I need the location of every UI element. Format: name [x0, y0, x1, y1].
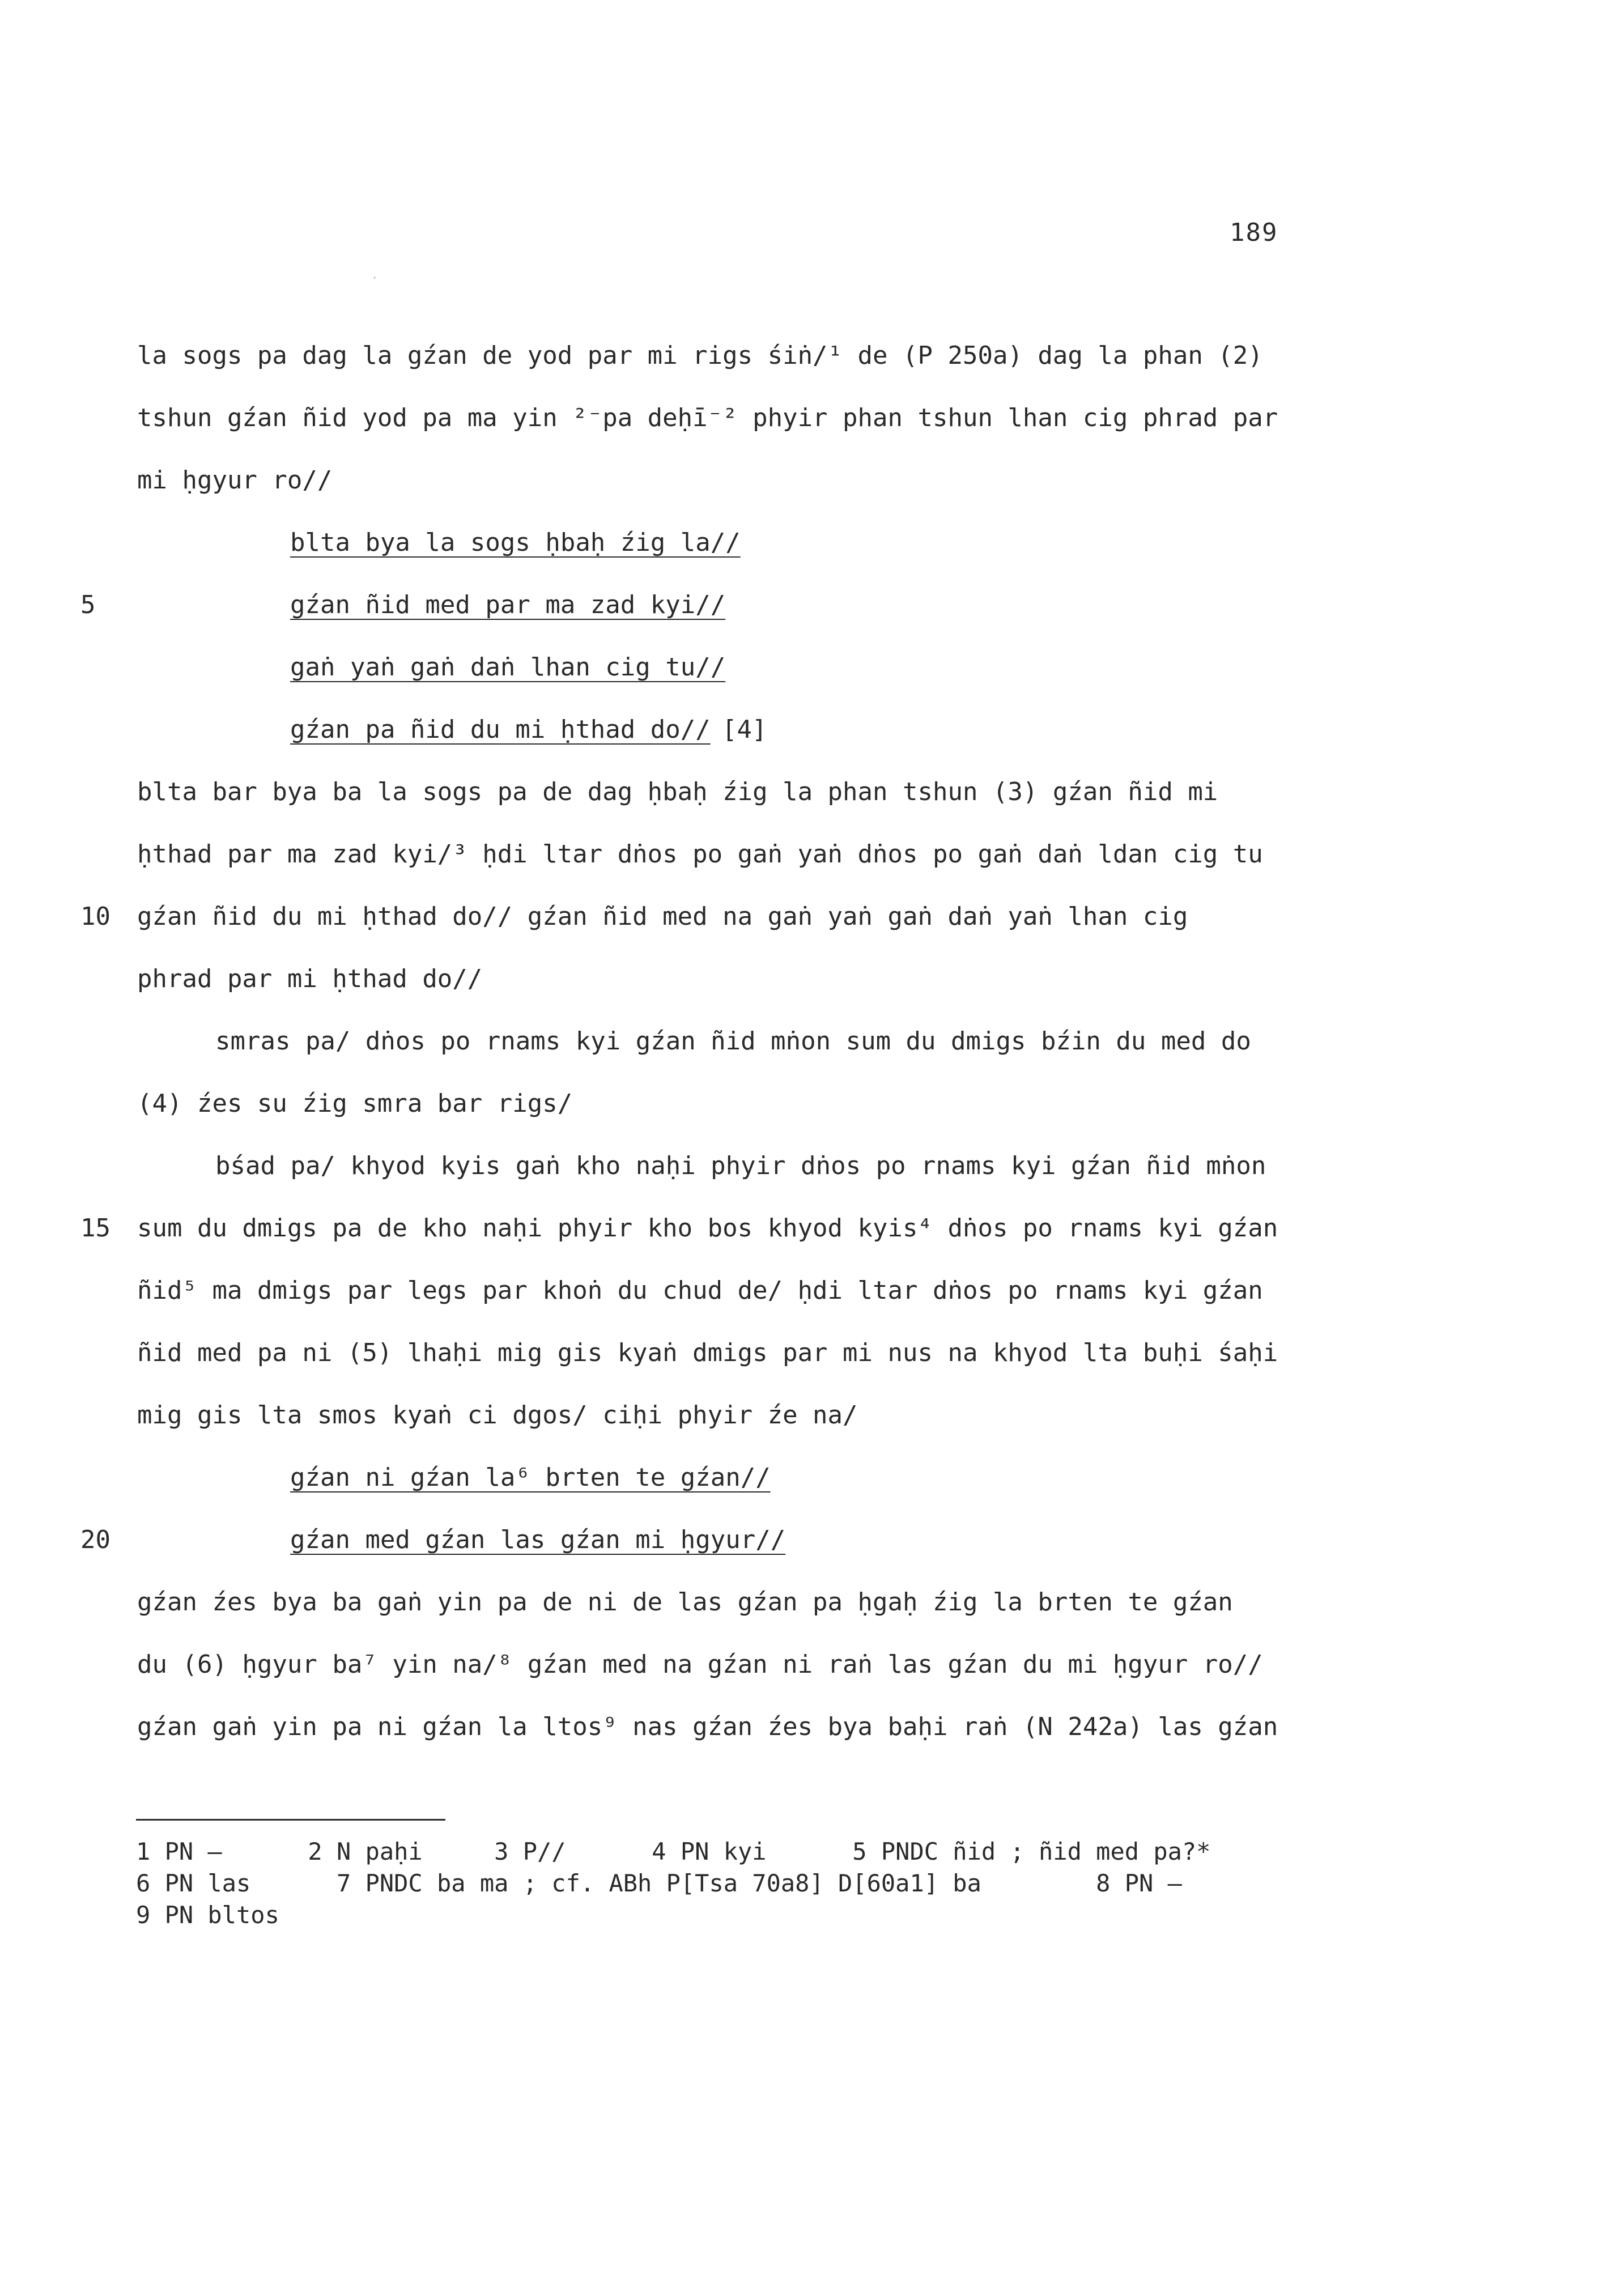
page-number: 189 — [1230, 218, 1278, 247]
prose-line: gźan źes bya ba gaṅ yin pa de ni de las gźan pa ḥgaḥ źig la brten te gźan — [137, 1588, 1233, 1617]
line-number: 5 — [80, 590, 96, 619]
line-number: 10 — [80, 902, 110, 931]
footnote-rule — [136, 1819, 445, 1821]
prose-line: gźan ñid du mi ḥthad do// gźan ñid med na gaṅ yaṅ gaṅ daṅ yaṅ lhan cig — [137, 902, 1188, 931]
verse-number: [4] — [722, 715, 767, 744]
footnote-line: 1 PN — 2 N paḥi 3 P// 4 PN kyi 5 PNDC ñid ; ñid med pa?* — [136, 1838, 1211, 1865]
prose-line: gźan gaṅ yin pa ni gźan la ltos⁹ nas gźan źes bya baḥi raṅ (N 242a) las gźan — [137, 1712, 1278, 1741]
prose-line: phrad par mi ḥthad do// — [137, 964, 483, 993]
footnote-line: 9 PN bltos — [136, 1901, 279, 1929]
verse-line: gźan pa ñid du mi ḥthad do// — [290, 715, 711, 744]
prose-line: ḥthad par ma zad kyi/³ ḥdi ltar dṅos po gaṅ yaṅ dṅos po gaṅ daṅ ldan cig tu — [137, 840, 1263, 869]
line-number: 15 — [80, 1214, 110, 1243]
prose-line: mi ḥgyur ro// — [137, 466, 333, 495]
prose-line: ñid med pa ni (5) lhaḥi mig gis kyaṅ dmigs par mi nus na khyod lta buḥi śaḥi — [137, 1338, 1278, 1367]
prose-line: tshun gźan ñid yod pa ma yin ²⁻pa deḥī⁻² phyir phan tshun lhan cig phrad par — [137, 403, 1278, 432]
prose-line: bśad pa/ khyod kyis gaṅ kho naḥi phyir dṅos po rnams kyi gźan ñid mṅon — [215, 1151, 1266, 1180]
footnote-line: 6 PN las 7 PNDC ba ma ; cf. ABh P[Tsa 70a8] D[60a1] ba 8 PN — — [136, 1869, 1182, 1897]
prose-line: blta bar bya ba la sogs pa de dag ḥbaḥ źig la phan tshun (3) gźan ñid mi — [137, 777, 1218, 806]
prose-line: smras pa/ dṅos po rnams kyi gźan ñid mṅon sum du dmigs bźin du med do — [215, 1027, 1251, 1056]
prose-line: ñid⁵ ma dmigs par legs par khoṅ du chud de/ ḥdi ltar dṅos po rnams kyi gźan — [137, 1276, 1263, 1305]
line-number: 20 — [80, 1525, 110, 1554]
prose-line: (4) źes su źig smra bar rigs/ — [137, 1089, 573, 1118]
verse-line: gźan ni gźan la⁶ brten te gźan// — [290, 1463, 771, 1492]
verse-line: gźan med gźan las gźan mi ḥgyur// — [290, 1525, 786, 1554]
prose-line: la sogs pa dag la gźan de yod par mi rigs śiṅ/¹ de (P 250a) dag la phan (2) — [137, 341, 1263, 370]
prose-line: du (6) ḥgyur ba⁷ yin na/⁸ gźan med na gźan ni raṅ las gźan du mi ḥgyur ro// — [137, 1650, 1263, 1679]
prose-line: sum du dmigs pa de kho naḥi phyir kho bos khyod kyis⁴ dṅos po rnams kyi gźan — [137, 1214, 1278, 1243]
verse-line: gźan ñid med par ma zad kyi// — [290, 590, 726, 619]
verse-line: blta bya la sogs ḥbaḥ źig la// — [290, 528, 741, 557]
prose-line: mig gis lta smos kyaṅ ci dgos/ ciḥi phyir źe na/ — [137, 1401, 858, 1430]
speck: · — [371, 271, 379, 284]
verse-line: gaṅ yaṅ gaṅ daṅ lhan cig tu// — [290, 653, 726, 682]
